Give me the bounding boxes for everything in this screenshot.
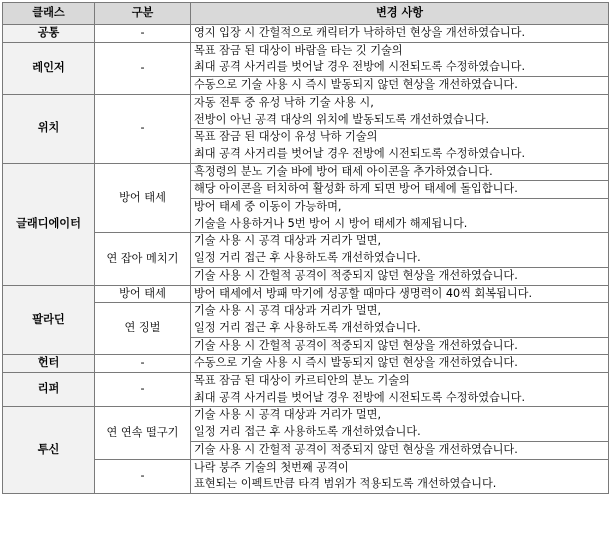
table-row	[3, 285, 609, 303]
header-changes: 변경 사항	[191, 3, 609, 25]
table-row	[3, 373, 609, 407]
header-category: 구분	[95, 3, 191, 25]
category-cell: 연 잡아 메치기	[95, 233, 191, 285]
change-description: 기술 사용 시 간헐적 공격이 적중되지 않던 현상을 개선하였습니다.	[191, 441, 609, 459]
patch-notes-table	[2, 2, 609, 494]
change-description: 목표 잠금 된 대상이 카르티안의 분노 기술의 최대 공격 사거리를 벗어날 경우 전방에 시전되도록 수정하였습니다.	[191, 373, 609, 407]
class-name-cell: 투신	[3, 407, 95, 494]
table-row	[3, 94, 609, 128]
class-name-cell: 공통	[3, 25, 95, 43]
class-name-cell: 레인저	[3, 42, 95, 94]
change-description: 목표 잠금 된 대상이 유성 낙하 기술의 최대 공격 사거리를 벗어날 경우 전방에 시전되도록 수정하였습니다.	[191, 129, 609, 163]
change-description: 수동으로 기술 사용 시 즉시 발동되지 않던 현상을 개선하였습니다.	[191, 77, 609, 95]
header-row	[3, 3, 609, 25]
category-cell: -	[95, 25, 191, 43]
header-class: 클래스	[3, 3, 95, 25]
change-description: 기술 사용 시 공격 대상과 거리가 멀면, 일정 거리 접근 후 사용하도록 개선하였습니다.	[191, 407, 609, 441]
table-row	[3, 42, 609, 76]
change-description: 수동으로 기술 사용 시 즉시 발동되지 않던 현상을 개선하였습니다.	[191, 355, 609, 373]
change-description: 목표 잠금 된 대상이 바람을 타는 깃 기술의 최대 공격 사거리를 벗어날 경우 전방에 시전되도록 수정하였습니다.	[191, 42, 609, 76]
change-description: 흑정령의 분노 기술 바에 방어 태세 아이콘을 추가하였습니다.	[191, 163, 609, 181]
change-description: 자동 전투 중 유성 낙하 기술 사용 시, 전방이 아닌 공격 대상의 위치에 발동되도록 개선하였습니다.	[191, 94, 609, 128]
class-name-cell: 글래디에이터	[3, 163, 95, 285]
change-description: 기술 사용 시 간헐적 공격이 적중되지 않던 현상을 개선하였습니다.	[191, 337, 609, 355]
category-cell: 방어 태세	[95, 285, 191, 303]
category-cell: -	[95, 355, 191, 373]
change-description: 영지 입장 시 간헐적으로 캐릭터가 낙하하던 현상을 개선하였습니다.	[191, 25, 609, 43]
change-description: 방어 태세에서 방패 막기에 성공할 때마다 생명력이 40씩 회복됩니다.	[191, 285, 609, 303]
change-description: 방어 태세 중 이동이 가능하며, 기술을 사용하거나 5번 방어 시 방어 태세가 해제됩니다.	[191, 199, 609, 233]
category-cell: -	[95, 459, 191, 493]
table-row	[3, 407, 609, 441]
category-cell: -	[95, 373, 191, 407]
class-name-cell: 헌터	[3, 355, 95, 373]
change-description: 해당 아이콘을 터치하여 활성화 하게 되면 방어 태세에 돌입합니다.	[191, 181, 609, 199]
category-cell: 방어 태세	[95, 163, 191, 233]
category-cell: 연 징벌	[95, 303, 191, 355]
change-description: 나락 붕주 기술의 첫번째 공격이 표현되는 이펙트만큼 타격 범위가 적용되도록 개선하였습니다.	[191, 459, 609, 493]
change-description: 기술 사용 시 공격 대상과 거리가 멀면, 일정 거리 접근 후 사용하도록 개선하였습니다.	[191, 233, 609, 267]
table-row	[3, 355, 609, 373]
table-row	[3, 163, 609, 181]
category-cell: 연 연속 떨구기	[95, 407, 191, 459]
class-name-cell: 위치	[3, 94, 95, 163]
table-row	[3, 25, 609, 43]
category-cell: -	[95, 42, 191, 94]
class-name-cell: 리퍼	[3, 373, 95, 407]
class-name-cell: 팔라딘	[3, 285, 95, 355]
change-description: 기술 사용 시 간헐적 공격이 적중되지 않던 현상을 개선하였습니다.	[191, 267, 609, 285]
change-description: 기술 사용 시 공격 대상과 거리가 멀면, 일정 거리 접근 후 사용하도록 개선하였습니다.	[191, 303, 609, 337]
table-body	[3, 25, 609, 494]
category-cell: -	[95, 94, 191, 163]
